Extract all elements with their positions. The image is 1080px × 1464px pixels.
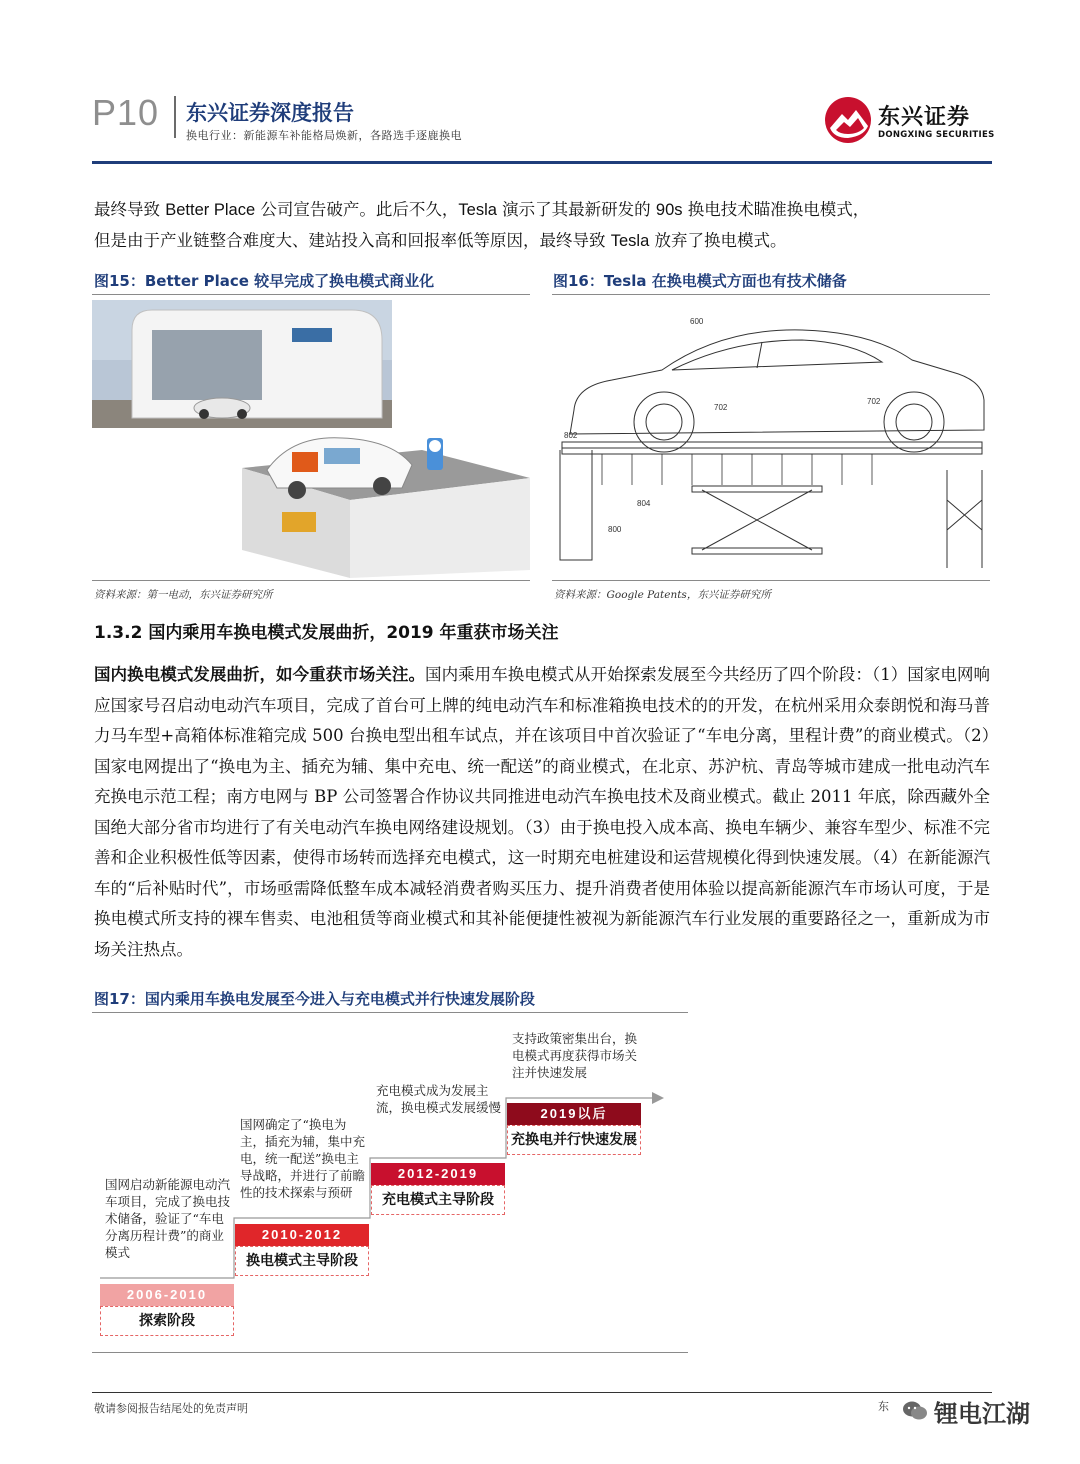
text-run: 但是由于产业链整合难度大、建站投入高和回报率低等原因，最终导致 [94,230,611,250]
body-paragraph [94,660,990,965]
footer-rule [92,1392,992,1393]
patent-label: 800 [608,525,622,534]
text-run: Tesla [458,201,497,219]
fig15-bottom-rule [92,580,530,581]
fig15-caption: 图15：Better Place 较早完成了换电模式商业化 [94,272,435,290]
fig15-source: 资料来源：第一电动，东兴证券研究所 [94,589,273,601]
report-subtitle: 换电行业：新能源车补能格局焕新，各路选手逐鹿换电 [186,129,462,142]
text-run: Better Place [165,201,256,219]
watermark: 锂电江湖 [934,1400,1030,1428]
patent-label: 804 [637,499,651,508]
stage-2-description: 国网确定了“换电为主，插充为辅，集中充电，统一配送”换电主导战略，并进行了前瞻性的技术探索与预研 [240,1117,366,1200]
patent-label: 702 [714,403,728,412]
footer-disclaimer: 敬请参阅报告结尾处的免责声明 [94,1402,248,1415]
header-rule [92,161,992,164]
fig17-bottom-rule [92,1352,688,1353]
fig16-source: 资料来源：Google Patents，东兴证券研究所 [554,589,771,601]
logo-text-en: DONGXING SECURITIES [878,130,995,140]
report-title: 东兴证券深度报告 [186,101,354,125]
intro-line-1 [94,195,990,226]
dongxing-logo-icon [824,96,872,144]
patent-label: 702 [867,397,881,406]
stage-3-description: 充电模式成为发展主流，换电模式发展缓慢 [376,1083,502,1115]
stage-1-label: 探索阶段 [100,1306,234,1336]
stage-4-description: 支持政策密集出台，换电模式再度获得市场关注并快速发展 [512,1031,638,1080]
fig16-patent-drawing [552,300,990,578]
text-run: 最终导致 [94,200,166,219]
footer-brand: 东 [878,1400,889,1413]
fig17-caption-rule [92,1012,688,1013]
stage-2-year: 2010-2012 [235,1224,369,1246]
paragraph-body: 国内乘用车换电模式从开始探索发展至今共经历了四个阶段：（1）国家电网响应国家号召启动电动汽车项目，完成了首台可上牌的纯电动汽车和标准箱换电技术的的开发，在杭州采用众泰朗悦和海马普力马车型+高箱体标准箱完成 500 台换电型出租车试点，并在该项目中首次验证了“车电分离，里程计费”的商业模式。（2）国家电网提出了“换电为主、插充为辅、集中充电、统一配送”的商业模式，在北京、苏沪杭、青岛等城市建成一批电动汽车充换电示范工程；南方电网与 BP 公司签署合作协议共同推进电动汽车换电技术及商业模式。截止 2011 年底，除西藏外全国绝大部分省市均进行了有关电动汽车换电网络建设规划。（3）由于换电投入成本高、换电车辆少、兼容车型少、标准不完善和企业积极性低等因素，使得市场转而选择充电模式，这一时期充电桩建设和运营规模化得到快速发展。（4）在新能源汽车的“后补贴时代”，市场亟需降低整车成本减轻消费者购买压力、提升消费者使用体验以提高新能源汽车市场认可度，于是换电模式所支持的裸车售卖、电池租赁等商业模式和其补能便捷性被视为新能源汽车行业发展的重要路径之一，重新成为市场关注热点。 [94,665,991,959]
stage-3-label: 充电模式主导阶段 [371,1185,505,1215]
text-run: 公司宣告破产。此后不久， [255,200,459,219]
intro-line-2 [94,226,990,257]
stage-4-year: 2019以后 [507,1103,641,1125]
fig15-caption-rule [92,294,530,295]
patent-label: 802 [564,431,578,440]
page-number: P10 [92,92,160,133]
header-divider [174,96,176,138]
text-run: 90s [655,201,683,219]
patent-label: 600 [690,317,704,326]
fig16-bottom-rule [552,580,990,581]
fig17-caption: 图17：国内乘用车换电发展至今进入与充电模式并行快速发展阶段 [94,990,535,1008]
stage-2-label: 换电模式主导阶段 [235,1246,369,1276]
fig16-caption-rule [552,294,990,295]
stage-1-description: 国网启动新能源电动汽车项目，完成了换电技术储备，验证了“车电分离历程计费”的商业模式 [105,1177,231,1260]
paragraph-lead: 国内换电模式发展曲折，如今重获市场关注。 [94,665,426,684]
fig16-caption: 图16：Tesla 在换电模式方面也有技术储备 [553,272,847,290]
wechat-icon [902,1400,928,1422]
text-run: 放弃了换电模式。 [649,230,787,250]
text-run: Tesla [610,231,650,250]
stage-3-year: 2012-2019 [371,1163,505,1185]
intro-paragraph [94,195,990,256]
stage-4-label: 充换电并行快速发展 [507,1125,641,1155]
fig15-image [92,300,530,578]
stage-1-year: 2006-2010 [100,1284,234,1306]
logo-text-cn: 东兴证券 [878,105,971,130]
text-run: 换电技术瞄准换电模式， [682,200,870,219]
text-run: 演示了其最新研发的 [496,200,656,219]
section-heading: 1.3.2 国内乘用车换电模式发展曲折，2019 年重获市场关注 [94,623,559,643]
